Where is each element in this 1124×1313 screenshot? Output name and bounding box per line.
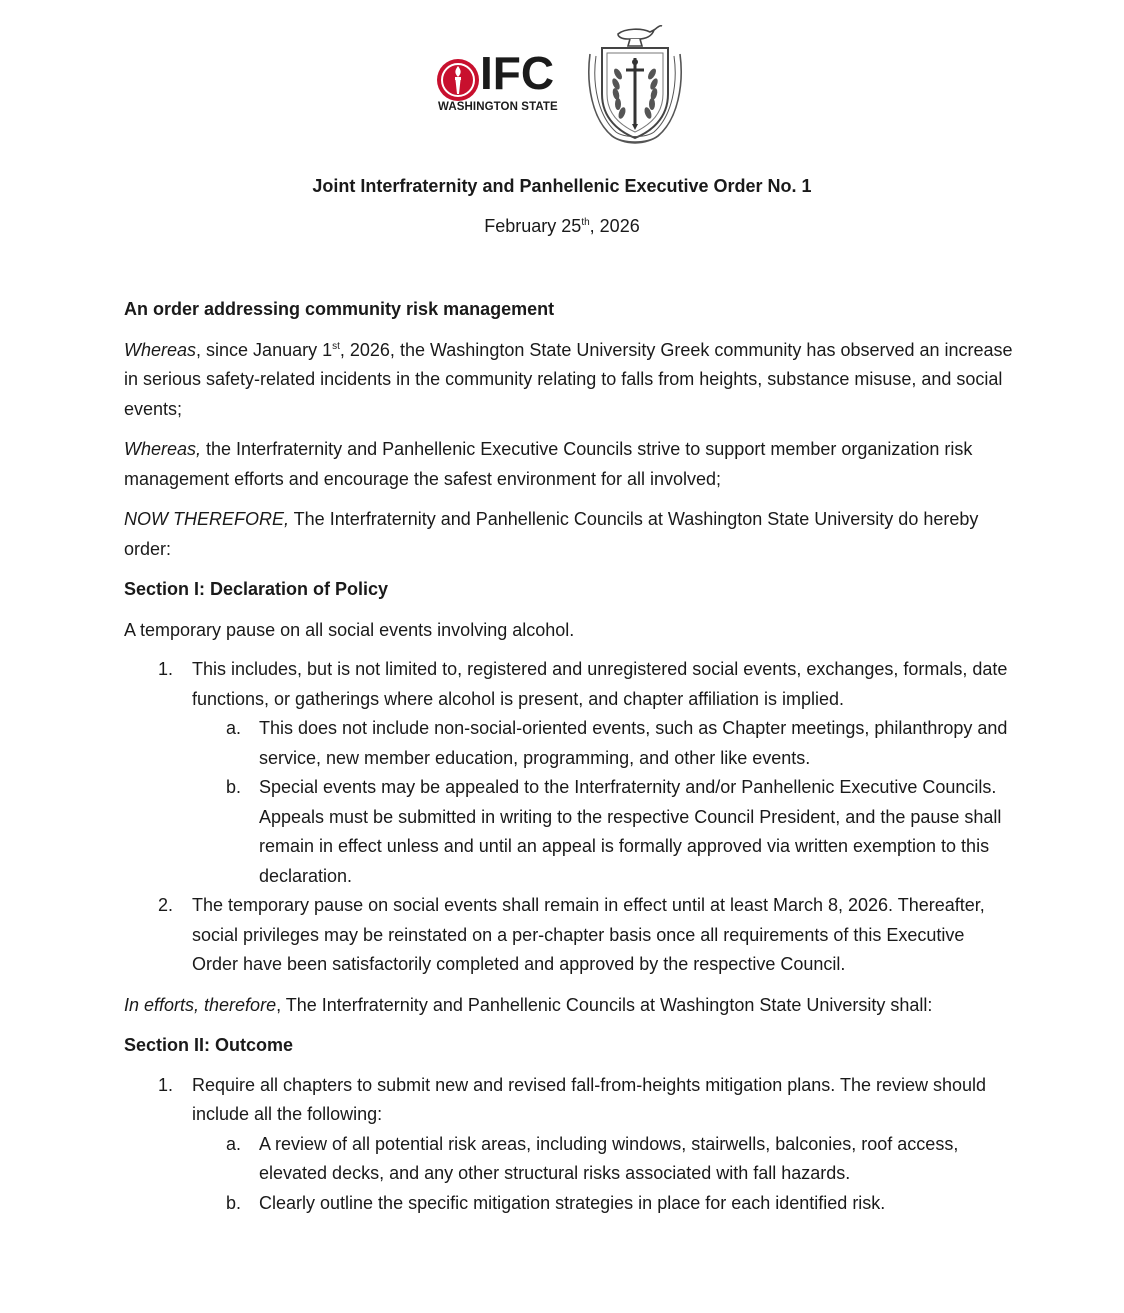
whereas-label: Whereas (124, 339, 197, 360)
document-body (124, 295, 1014, 1218)
date-text: February 25 (484, 216, 582, 236)
whereas-label: Whereas, (124, 439, 202, 459)
now-therefore-clause (124, 505, 1014, 564)
sub-list (192, 714, 1014, 891)
section-2-list (124, 1071, 1014, 1219)
ordinal-suffix: st (332, 340, 340, 352)
section-1-intro: A temporary pause on all social events involving alcohol. (124, 619, 575, 640)
header-logos (0, 24, 1124, 149)
sub-list-letter: b. (226, 777, 242, 797)
date-year: , 2026 (589, 216, 640, 236)
now-therefore-text: The Interfraternity and Panhellenic Councils at Washington State University do hereby order: (124, 509, 979, 559)
whereas-text: the Interfraternity and Panhellenic Executive Councils strive to support member organization risk management efforts and encourage the safest environment for all involved; (124, 439, 973, 489)
sub-list-letter: a. (226, 1133, 242, 1154)
whereas-clause-1 (124, 336, 1014, 425)
sub-list (192, 1130, 1014, 1219)
torch-icon (436, 58, 480, 102)
order-heading: An order addressing community risk management (124, 299, 555, 319)
whereas-text: , 2026, the Washington State University Greek community has observed an increase in serious safety-related incidents in the community relating to falls from heights, substance misuse, and social events; (124, 339, 1013, 419)
sub-list-text: This does not include non-social-oriented events, such as Chapter meetings, philanthropy and service, new member education, programming, and other like events. (259, 718, 1008, 768)
list-item-text: The temporary pause on social events shall remain in effect until at least March 8, 2026. Thereafter, social privileges may be reinstated on a per-chapter basis once all requirements of this Executive Order have been satisfactorily completed and approved by the respective Council. (192, 895, 985, 974)
sub-list-item (192, 1189, 1014, 1219)
sub-list-text: Clearly outline the specific mitigation strategies in place for each identified risk. (259, 1192, 886, 1213)
list-number: 1. (158, 659, 174, 679)
sub-list-text: A review of all potential risk areas, including windows, stairwells, balconies, roof access, elevated decks, and any other structural risks associated with fall hazards. (259, 1133, 959, 1183)
document-date (0, 216, 1124, 237)
list-number: 2. (158, 895, 174, 915)
in-efforts-label: In efforts, therefore (124, 994, 277, 1015)
sub-list-item (192, 714, 1014, 773)
list-item (124, 655, 1014, 891)
whereas-text: , since January 1 (196, 339, 333, 360)
in-efforts-text: , The Interfraternity and Panhellenic Councils at Washington State University shall: (276, 994, 933, 1015)
date-ordinal: th (581, 217, 590, 228)
sub-list-letter: a. (226, 718, 242, 738)
list-item-text: Require all chapters to submit new and revised fall-from-heights mitigation plans. The review should include all the following: (192, 1074, 987, 1124)
ifc-wordmark: IFC (480, 47, 555, 99)
list-item-text: This includes, but is not limited to, registered and unregistered social events, exchanges, formals, date functions, or gatherings where alcohol is present, and chapter affiliation is implied. (192, 659, 1008, 709)
section-2-heading: Section II: Outcome (124, 1035, 294, 1055)
list-item (124, 1071, 1014, 1219)
whereas-clause-2 (124, 435, 1014, 494)
sub-list-item (192, 773, 1014, 891)
sub-list-item (192, 1130, 1014, 1189)
in-efforts-clause (124, 991, 1014, 1021)
sub-list-letter: b. (226, 1192, 242, 1213)
ifc-subtitle: WASHINGTON STATE (438, 101, 558, 113)
now-therefore-label: NOW THEREFORE, (124, 509, 289, 529)
list-item (124, 891, 1014, 980)
list-number: 1. (158, 1074, 174, 1095)
section-1-list (124, 655, 1014, 980)
ifc-logo (436, 47, 560, 120)
section-1-heading: Section I: Declaration of Policy (124, 579, 389, 599)
panhellenic-seal-icon (580, 24, 690, 148)
sub-list-text: Special events may be appealed to the Interfraternity and/or Panhellenic Executive Councils. Appeals must be submitted in writing to the respective Council President, and the pause shall remain in effect unless and until an appeal is formally approved via written exemption to this declaration. (259, 777, 1002, 886)
document-title: Joint Interfraternity and Panhellenic Executive Order No. 1 (312, 176, 812, 196)
